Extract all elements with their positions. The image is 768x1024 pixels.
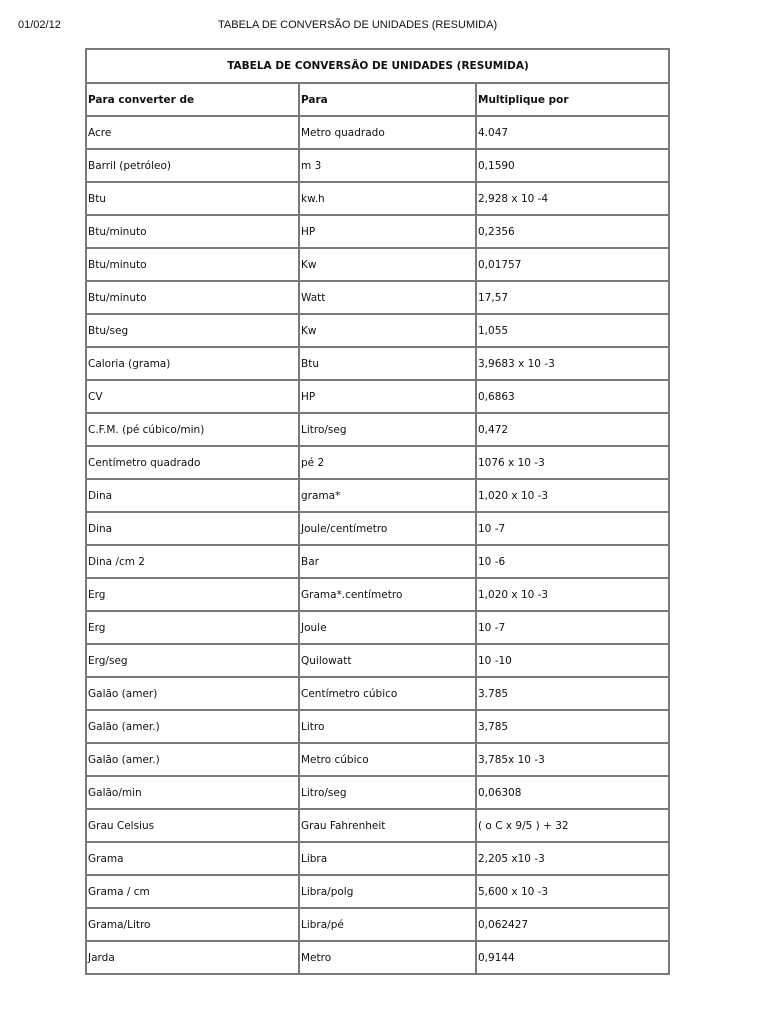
table-row bbox=[86, 941, 669, 974]
cell-to-unit: Grama*.centímetro bbox=[299, 578, 476, 611]
cell-from-unit: Btu/seg bbox=[86, 314, 299, 347]
cell-from-unit: Erg/seg bbox=[86, 644, 299, 677]
table-row bbox=[86, 347, 669, 380]
conversion-table-container bbox=[85, 48, 668, 975]
cell-factor: 10 -7 bbox=[476, 611, 669, 644]
cell-factor: 1,020 x 10 -3 bbox=[476, 479, 669, 512]
cell-to-unit: Grau Fahrenheit bbox=[299, 809, 476, 842]
column-header-to: Para bbox=[299, 83, 476, 116]
table-row bbox=[86, 743, 669, 776]
table-row bbox=[86, 611, 669, 644]
table-row bbox=[86, 545, 669, 578]
table-row bbox=[86, 314, 669, 347]
cell-to-unit: HP bbox=[299, 215, 476, 248]
cell-to-unit: Litro/seg bbox=[299, 776, 476, 809]
table-row bbox=[86, 446, 669, 479]
cell-to-unit: Kw bbox=[299, 248, 476, 281]
cell-factor: 2,928 x 10 -4 bbox=[476, 182, 669, 215]
cell-to-unit: Bar bbox=[299, 545, 476, 578]
cell-to-unit: Metro quadrado bbox=[299, 116, 476, 149]
cell-from-unit: Grama / cm bbox=[86, 875, 299, 908]
cell-from-unit: Grama bbox=[86, 842, 299, 875]
cell-from-unit: Jarda bbox=[86, 941, 299, 974]
cell-from-unit: Galão/min bbox=[86, 776, 299, 809]
cell-factor: 10 -7 bbox=[476, 512, 669, 545]
table-caption-row bbox=[86, 49, 669, 83]
table-row bbox=[86, 578, 669, 611]
cell-to-unit: Quilowatt bbox=[299, 644, 476, 677]
cell-factor: 1,055 bbox=[476, 314, 669, 347]
cell-factor: 3.785 bbox=[476, 677, 669, 710]
cell-to-unit: Metro bbox=[299, 941, 476, 974]
cell-to-unit: Joule bbox=[299, 611, 476, 644]
cell-to-unit: Litro bbox=[299, 710, 476, 743]
table-row bbox=[86, 512, 669, 545]
cell-factor: 1,020 x 10 -3 bbox=[476, 578, 669, 611]
cell-to-unit: m 3 bbox=[299, 149, 476, 182]
cell-to-unit: Kw bbox=[299, 314, 476, 347]
cell-factor: 0,1590 bbox=[476, 149, 669, 182]
table-row bbox=[86, 413, 669, 446]
cell-from-unit: Galão (amer.) bbox=[86, 743, 299, 776]
cell-to-unit: grama* bbox=[299, 479, 476, 512]
cell-factor: 2,205 x10 -3 bbox=[476, 842, 669, 875]
table-row bbox=[86, 182, 669, 215]
cell-factor: 3,785 bbox=[476, 710, 669, 743]
cell-from-unit: Galão (amer) bbox=[86, 677, 299, 710]
table-row bbox=[86, 281, 669, 314]
cell-factor: 17,57 bbox=[476, 281, 669, 314]
cell-from-unit: Grama/Litro bbox=[86, 908, 299, 941]
cell-factor: 0,062427 bbox=[476, 908, 669, 941]
table-row bbox=[86, 842, 669, 875]
cell-from-unit: Galão (amer.) bbox=[86, 710, 299, 743]
cell-to-unit: Libra bbox=[299, 842, 476, 875]
table-body bbox=[86, 116, 669, 974]
cell-factor: 0,6863 bbox=[476, 380, 669, 413]
table-caption: TABELA DE CONVERSÃO DE UNIDADES (RESUMIDA) bbox=[86, 49, 669, 83]
cell-factor: 0,01757 bbox=[476, 248, 669, 281]
table-header-row bbox=[86, 83, 669, 116]
cell-from-unit: Acre bbox=[86, 116, 299, 149]
table-row bbox=[86, 248, 669, 281]
cell-factor: 0,472 bbox=[476, 413, 669, 446]
cell-factor: 5,600 x 10 -3 bbox=[476, 875, 669, 908]
conversion-table bbox=[85, 48, 670, 975]
cell-factor: 0,2356 bbox=[476, 215, 669, 248]
cell-factor: 10 -6 bbox=[476, 545, 669, 578]
cell-from-unit: Barril (petróleo) bbox=[86, 149, 299, 182]
cell-from-unit: Erg bbox=[86, 578, 299, 611]
column-header-from: Para converter de bbox=[86, 83, 299, 116]
cell-from-unit: Btu bbox=[86, 182, 299, 215]
cell-from-unit: Btu/minuto bbox=[86, 281, 299, 314]
table-row bbox=[86, 215, 669, 248]
cell-from-unit: Erg bbox=[86, 611, 299, 644]
cell-to-unit: kw.h bbox=[299, 182, 476, 215]
cell-from-unit: Dina /cm 2 bbox=[86, 545, 299, 578]
table-row bbox=[86, 776, 669, 809]
cell-factor: 0,9144 bbox=[476, 941, 669, 974]
page-title: TABELA DE CONVERSÃO DE UNIDADES (RESUMIDA) bbox=[218, 19, 498, 31]
cell-to-unit: Watt bbox=[299, 281, 476, 314]
cell-from-unit: Grau Celsius bbox=[86, 809, 299, 842]
cell-to-unit: Libra/polg bbox=[299, 875, 476, 908]
page-date: 01/02/12 bbox=[18, 19, 61, 31]
cell-factor: 10 -10 bbox=[476, 644, 669, 677]
cell-from-unit: C.F.M. (pé cúbico/min) bbox=[86, 413, 299, 446]
cell-to-unit: Litro/seg bbox=[299, 413, 476, 446]
cell-to-unit: HP bbox=[299, 380, 476, 413]
cell-from-unit: Dina bbox=[86, 479, 299, 512]
cell-to-unit: Btu bbox=[299, 347, 476, 380]
table-row bbox=[86, 116, 669, 149]
column-header-multiply: Multiplique por bbox=[476, 83, 669, 116]
cell-from-unit: CV bbox=[86, 380, 299, 413]
table-row bbox=[86, 644, 669, 677]
cell-to-unit: Metro cúbico bbox=[299, 743, 476, 776]
cell-factor: 1076 x 10 -3 bbox=[476, 446, 669, 479]
cell-from-unit: Btu/minuto bbox=[86, 248, 299, 281]
table-row bbox=[86, 908, 669, 941]
page-header bbox=[0, 0, 768, 46]
cell-factor: ( o C x 9/5 ) + 32 bbox=[476, 809, 669, 842]
cell-from-unit: Centímetro quadrado bbox=[86, 446, 299, 479]
cell-from-unit: Btu/minuto bbox=[86, 215, 299, 248]
table-row bbox=[86, 875, 669, 908]
cell-factor: 3,9683 x 10 -3 bbox=[476, 347, 669, 380]
cell-to-unit: Libra/pé bbox=[299, 908, 476, 941]
table-row bbox=[86, 380, 669, 413]
cell-to-unit: pé 2 bbox=[299, 446, 476, 479]
cell-factor: 3,785x 10 -3 bbox=[476, 743, 669, 776]
cell-from-unit: Caloria (grama) bbox=[86, 347, 299, 380]
table-row bbox=[86, 149, 669, 182]
cell-to-unit: Centímetro cúbico bbox=[299, 677, 476, 710]
cell-factor: 0,06308 bbox=[476, 776, 669, 809]
table-row bbox=[86, 710, 669, 743]
cell-from-unit: Dina bbox=[86, 512, 299, 545]
table-row bbox=[86, 809, 669, 842]
cell-factor: 4.047 bbox=[476, 116, 669, 149]
cell-to-unit: Joule/centímetro bbox=[299, 512, 476, 545]
table-row bbox=[86, 479, 669, 512]
table-row bbox=[86, 677, 669, 710]
